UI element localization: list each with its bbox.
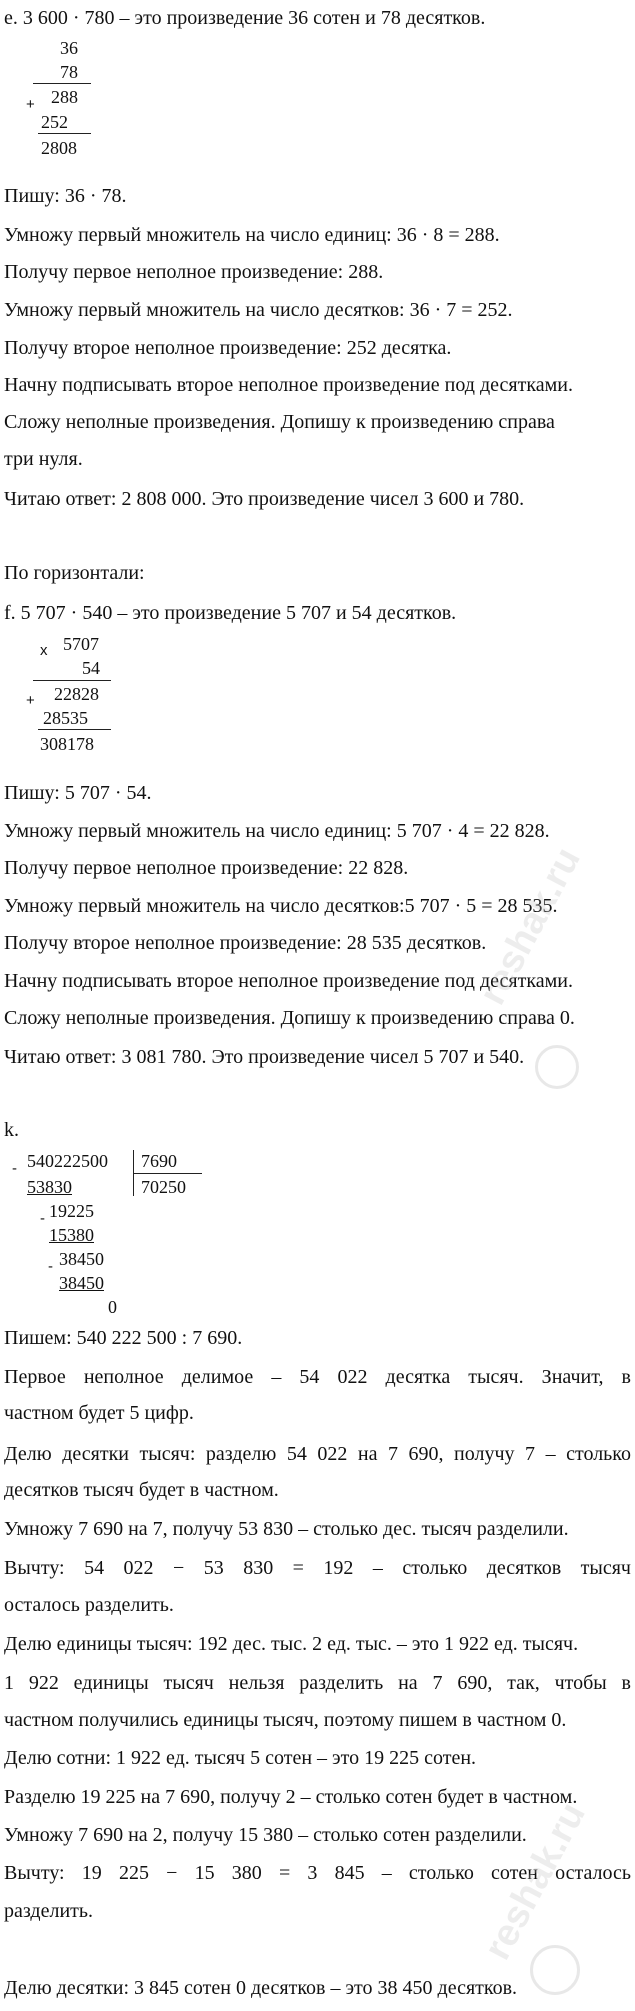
text-line: Делю десятки тысяч: разделю 54 022 на 7 690, получу 7 – столько <box>4 1443 631 1465</box>
section-f-intro: По горизонтали: <box>4 562 145 584</box>
minus-sign: - <box>48 1258 53 1275</box>
calc-partial-product-1: 22828 <box>54 684 99 704</box>
text-line: Пишу: 5 707 · 54. <box>4 782 152 804</box>
text-line: Начну подписывать второе неполное произведение под десятками. <box>4 374 573 396</box>
times-sign: x <box>40 642 48 659</box>
division-step: 15380 <box>49 1225 94 1245</box>
text-line: десятков тысяч будет в частном. <box>4 1479 279 1501</box>
text-line: Пишу: 36 · 78. <box>4 185 127 207</box>
watermark: reshak.ru <box>471 840 589 1012</box>
calc-rule <box>33 680 111 681</box>
copyright-icon <box>530 1945 580 1995</box>
calc-partial-product-2: 252 <box>41 112 68 132</box>
text-line: Умножу первый множитель на число единиц: 36 · 8 = 288. <box>4 224 500 246</box>
text-line: Вычту: 19 225 − 15 380 = 3 845 – столько сотен осталось <box>4 1862 631 1884</box>
text-line: Делю единицы тысяч: 192 дес. тыс. 2 ед. тыс. – это 1 922 ед. тысяч. <box>4 1633 579 1655</box>
text-line: Читаю ответ: 2 808 000. Это произведение чисел 3 600 и 780. <box>4 488 525 510</box>
text-line: Умножу первый множитель на число десятков: 36 · 7 = 252. <box>4 299 513 321</box>
calc-rule <box>33 83 91 84</box>
calc-multiplicand: 5707 <box>63 634 99 654</box>
division-step: 38450 <box>59 1273 104 1293</box>
text-line: Получу первое неполное произведение: 288. <box>4 261 384 283</box>
calc-rule <box>38 133 91 134</box>
division-step: 53830 <box>27 1177 72 1197</box>
division-step: 38450 <box>59 1249 104 1269</box>
section-e-heading: е. 3 600 · 780 – это произведение 36 сотен и 78 десятков. <box>4 7 486 29</box>
text-line: Умножу 7 690 на 7, получу 53 830 – столько дес. тысяч разделили. <box>4 1518 569 1540</box>
minus-sign: - <box>12 1160 17 1177</box>
text-line: Делю десятки: 3 845 сотен 0 десятков – это 38 450 десятков. <box>4 1977 518 1999</box>
plus-sign: + <box>26 692 35 709</box>
plus-sign: + <box>26 96 35 113</box>
divisor: 7690 <box>141 1151 177 1171</box>
minus-sign: - <box>40 1210 45 1227</box>
calc-partial-product-1: 288 <box>51 87 78 107</box>
text-line: Вычту: 54 022 − 53 830 = 192 – столько десятков тысяч <box>4 1557 631 1579</box>
text-line: частном будет 5 цифр. <box>4 1402 194 1424</box>
text-line: Получу первое неполное произведение: 22 828. <box>4 857 409 879</box>
text-line: частном получились единицы тысяч, поэтому пишем в частном 0. <box>4 1709 567 1731</box>
text-line: Умножу первый множитель на число десятков:5 707 · 5 = 28 535. <box>4 895 558 917</box>
calc-multiplicand: 36 <box>60 38 78 58</box>
dividend: 540222500 <box>27 1151 108 1171</box>
text-line: Получу второе неполное произведение: 28 535 десятков. <box>4 932 487 954</box>
text-line: Разделю 19 225 на 7 690, получу 2 – столько сотен будет в частном. <box>4 1786 578 1808</box>
text-line: Сложу неполные произведения. Допишу к произведению справа 0. <box>4 1007 575 1029</box>
calc-partial-product-2: 28535 <box>43 708 88 728</box>
text-line: Умножу первый множитель на число единиц: 5 707 · 4 = 22 828. <box>4 820 550 842</box>
calc-multiplier: 54 <box>82 658 100 678</box>
watermark: reshak.ru <box>476 1795 594 1967</box>
text-line: осталось разделить. <box>4 1594 174 1616</box>
text-line: Первое неполное делимое – 54 022 десятка тысяч. Значит, в <box>4 1366 631 1388</box>
calc-multiplier: 78 <box>60 62 78 82</box>
text-line: Сложу неполные произведения. Допишу к произведению справа <box>4 411 555 433</box>
quotient: 70250 <box>141 1177 186 1197</box>
text-line: Делю сотни: 1 922 ед. тысяч 5 сотен – это 19 225 сотен. <box>4 1747 477 1769</box>
text-line: Умножу 7 690 на 2, получу 15 380 – столько сотен разделили. <box>4 1824 527 1846</box>
calc-rule <box>38 729 111 730</box>
text-line: 1 922 единицы тысяч нельзя разделить на 7 690, так, чтобы в <box>4 1672 631 1694</box>
division-remainder: 0 <box>108 1297 117 1317</box>
text-line: разделить. <box>4 1900 94 1922</box>
section-k-heading: k. <box>4 1119 19 1141</box>
text-line: Читаю ответ: 3 081 780. Это произведение чисел 5 707 и 540. <box>4 1046 525 1068</box>
text-line: три нуля. <box>4 448 83 470</box>
text-line: Пишем: 540 222 500 : 7 690. <box>4 1327 243 1349</box>
division-rule <box>133 1173 202 1174</box>
text-line: Получу второе неполное произведение: 252 десятка. <box>4 337 452 359</box>
copyright-icon <box>535 1045 579 1089</box>
section-f-heading: f. 5 707 · 540 – это произведение 5 707 и 54 десятков. <box>4 602 457 624</box>
calc-result: 308178 <box>40 734 94 754</box>
text-line: Начну подписывать второе неполное произведение под десятками. <box>4 970 573 992</box>
calc-result: 2808 <box>41 138 77 158</box>
division-step: 19225 <box>49 1201 94 1221</box>
